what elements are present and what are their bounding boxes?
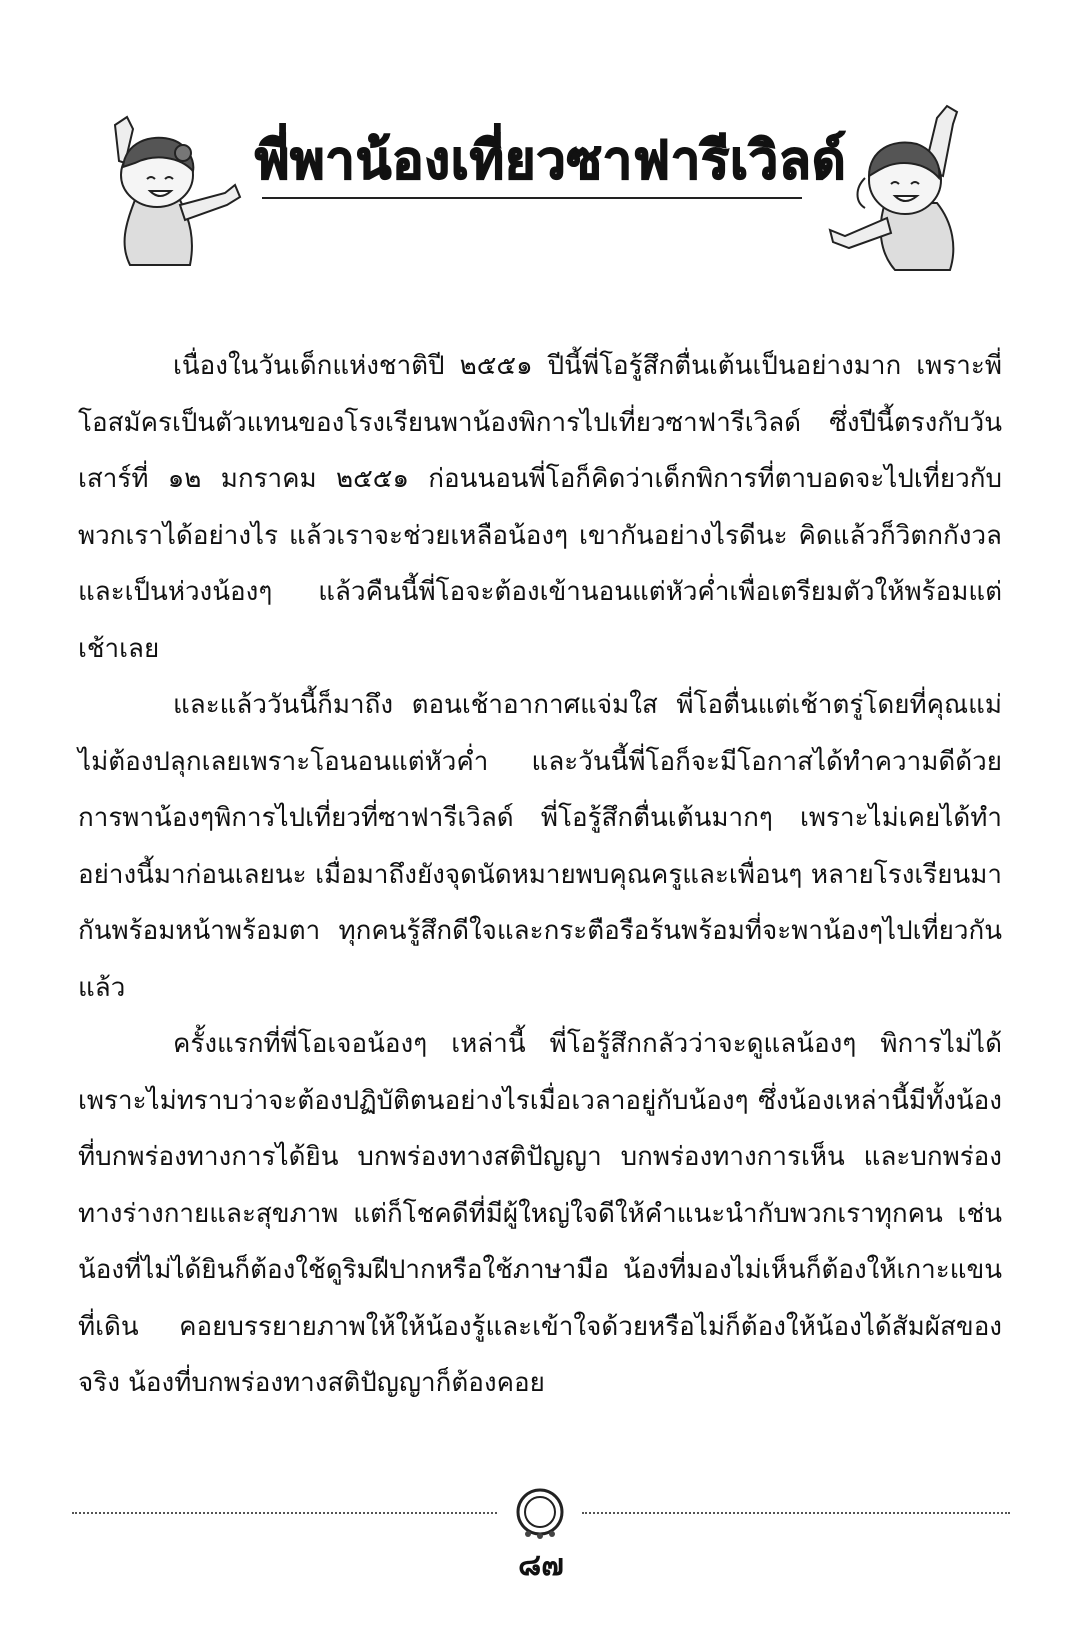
paragraph-2: และแล้ววันนี้ก็มาถึง ตอนเช้าอากาศแจ่มใส พี่โอตื่นแต่เช้าตรู่โดยที่คุณแม่ไม่ต้องปลุกเลยเพราะโอนอนแต่หัวค่ำ และวันนี้พี่โอก็จะมีโอกาสได้ทำความดีด้วยการพาน้องๆพิการไปเที่ยวที่ซาฟารีเวิลด์ พี่โอรู้สึกตื่นเต้นมากๆ เพราะไม่เคยได้ทำอย่างนี้มาก่อนเลยนะ เมื่อมาถึงยังจุดนัดหมายพบคุณครูและเพื่อนๆ หลายโรงเรียนมากันพร้อมหน้าพร้อมตา ทุกคนรู้สึกดีใจและกระตือรือร้นพร้อมที่จะพาน้องๆไปเที่ยวกันแล้ว bbox=[78, 690, 1002, 1003]
cartoon-child-right-illustration bbox=[825, 98, 970, 276]
cartoon-child-left-illustration bbox=[95, 105, 245, 270]
page-number: ๘๗ bbox=[518, 1548, 564, 1583]
ring-ornament-icon bbox=[512, 1486, 568, 1542]
title-underline bbox=[262, 197, 802, 199]
page-title: พี่พาน้องเที่ยวซาฟารีเวิลด์ bbox=[255, 131, 847, 191]
article-body bbox=[78, 338, 1002, 1412]
paragraph-3: ครั้งแรกที่พี่โอเจอน้องๆ เหล่านี้ พี่โอรู้สึกกลัวว่าจะดูแลน้องๆ พิการไม่ได้เพราะไม่ทราบว่าจะต้องปฏิบัติตนอย่างไรเมื่อเวลาอยู่กับน้องๆ ซึ่งน้องเหล่านี้มีทั้งน้องที่บกพร่องทางการได้ยิน บกพร่องทางสติปัญญา บกพร่องทางการเห็น และบกพร่องทางร่างกายและสุขภาพ แต่ก็โชคดีที่มีผู้ใหญ่ใจดีให้คำแนะนำกับพวกเราทุกคน เช่น น้องที่ไม่ได้ยินก็ต้องใช้ดูริมฝีปากหรือใช้ภาษามือ น้องที่มองไม่เห็นก็ต้องให้เกาะแขนที่เดิน คอยบรรยายภาพให้ให้น้องรู้และเข้าใจด้วยหรือไม่ก็ต้องให้น้องได้สัมผัสของจริง น้องที่บกพร่องทางสติปัญญาก็ต้องคอย bbox=[78, 1029, 1002, 1398]
footer-dotted-rule-left bbox=[72, 1512, 497, 1514]
footer-dotted-rule-right bbox=[582, 1512, 1010, 1514]
paragraph-1: เนื่องในวันเด็กแห่งชาติปี ๒๕๕๑ ปีนี้พี่โอรู้สึกตื่นเต้นเป็นอย่างมาก เพราะพี่โอสมัครเป็นตัวแทนของโรงเรียนพาน้องพิการไปเที่ยวซาฟารีเวิลด์ ซึ่งปีนี้ตรงกับวันเสาร์ที่ ๑๒ มกราคม ๒๕๕๑ ก่อนนอนพี่โอก็คิดว่าเด็กพิการที่ตาบอดจะไปเที่ยวกับพวกเราได้อย่างไร แล้วเราจะช่วยเหลือน้องๆ เขากันอย่างไรดีนะ คิดแล้วก็วิตกกังวลและเป็นห่วงน้องๆ แล้วคืนนี้พี่โอจะต้องเข้านอนแต่หัวค่ำเพื่อเตรียมตัวให้พร้อมแต่เช้าเลย bbox=[78, 351, 1002, 664]
